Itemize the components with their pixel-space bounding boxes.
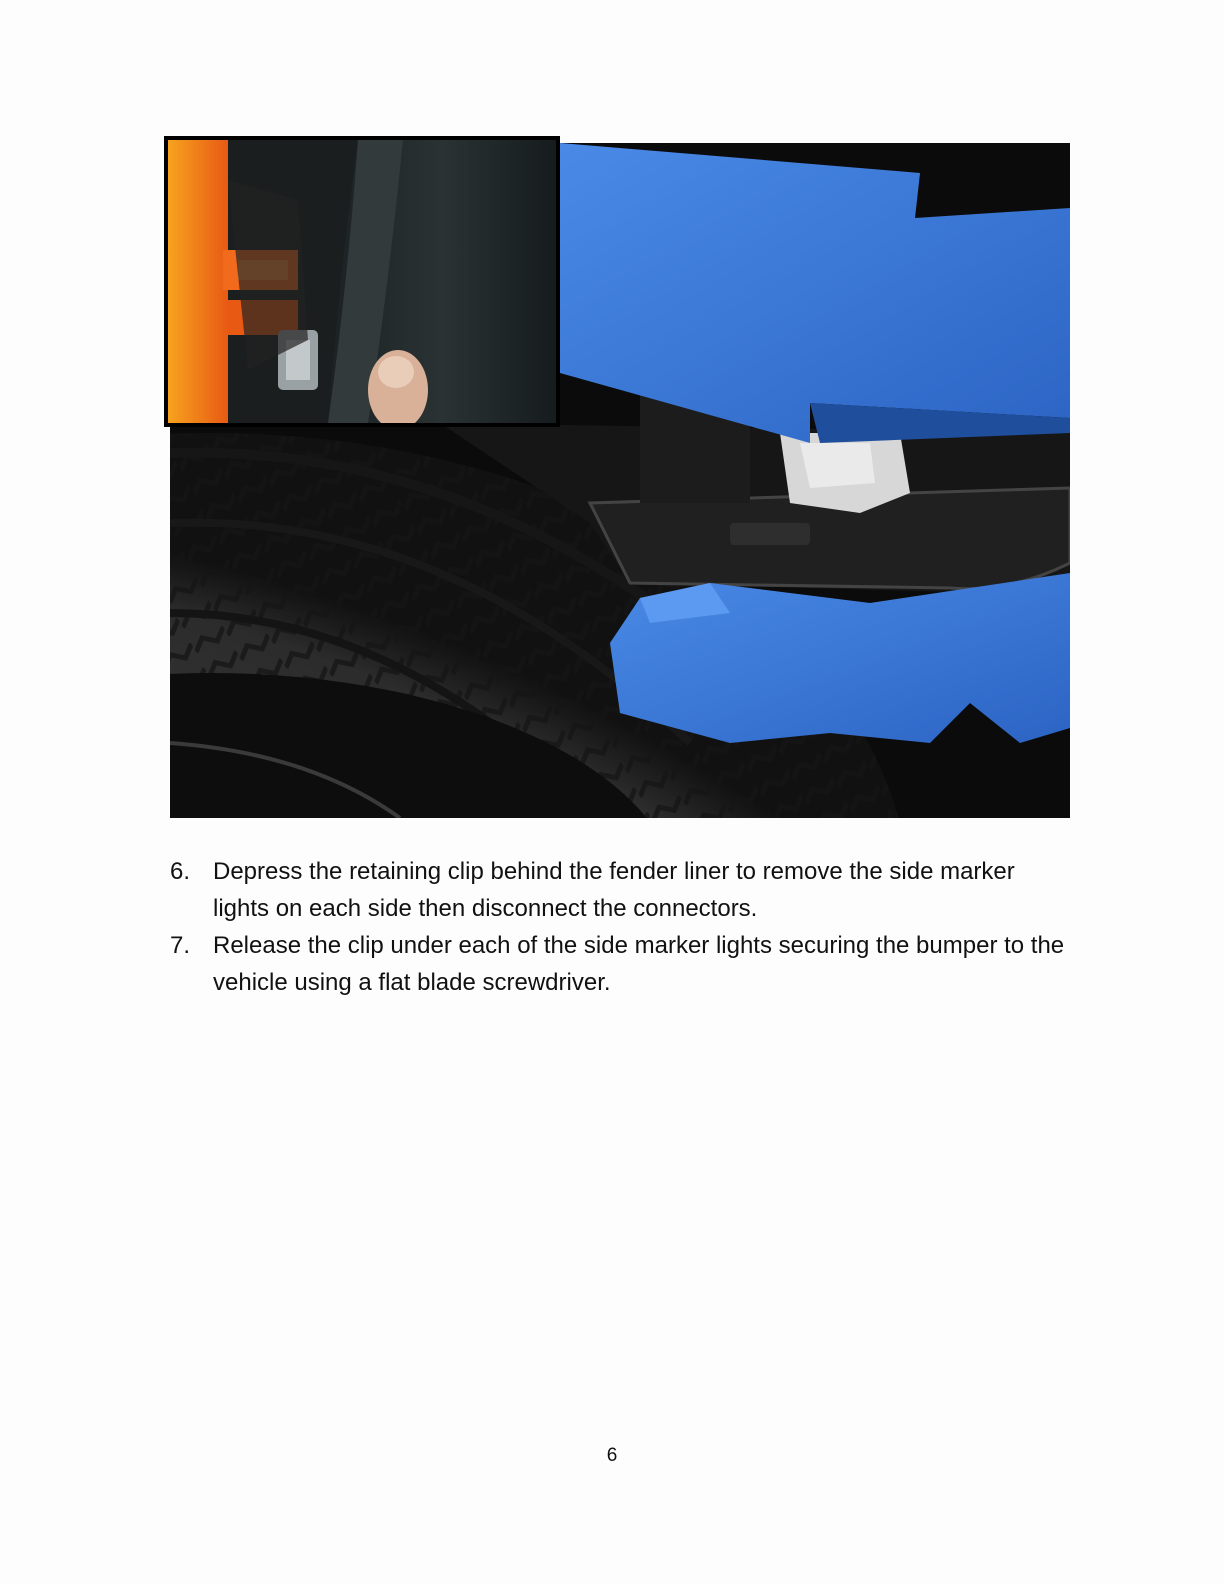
list-item [170, 927, 1070, 1001]
inset-photo-illustration [168, 140, 556, 423]
instruction-list [170, 853, 1070, 1001]
step-number: 7. [170, 932, 191, 959]
step-number: 6. [170, 858, 191, 885]
inset-photo [164, 136, 560, 427]
list-item [170, 853, 1070, 927]
step-text: Depress the retaining clip behind the fender liner to remove the side marker lights on each side then disconnect the connectors. [213, 858, 1015, 922]
step-text: Release the clip under each of the side marker lights securing the bumper to the vehicle using a flat blade screwdriver. [213, 932, 1065, 996]
page-number: 6 [606, 1445, 618, 1466]
